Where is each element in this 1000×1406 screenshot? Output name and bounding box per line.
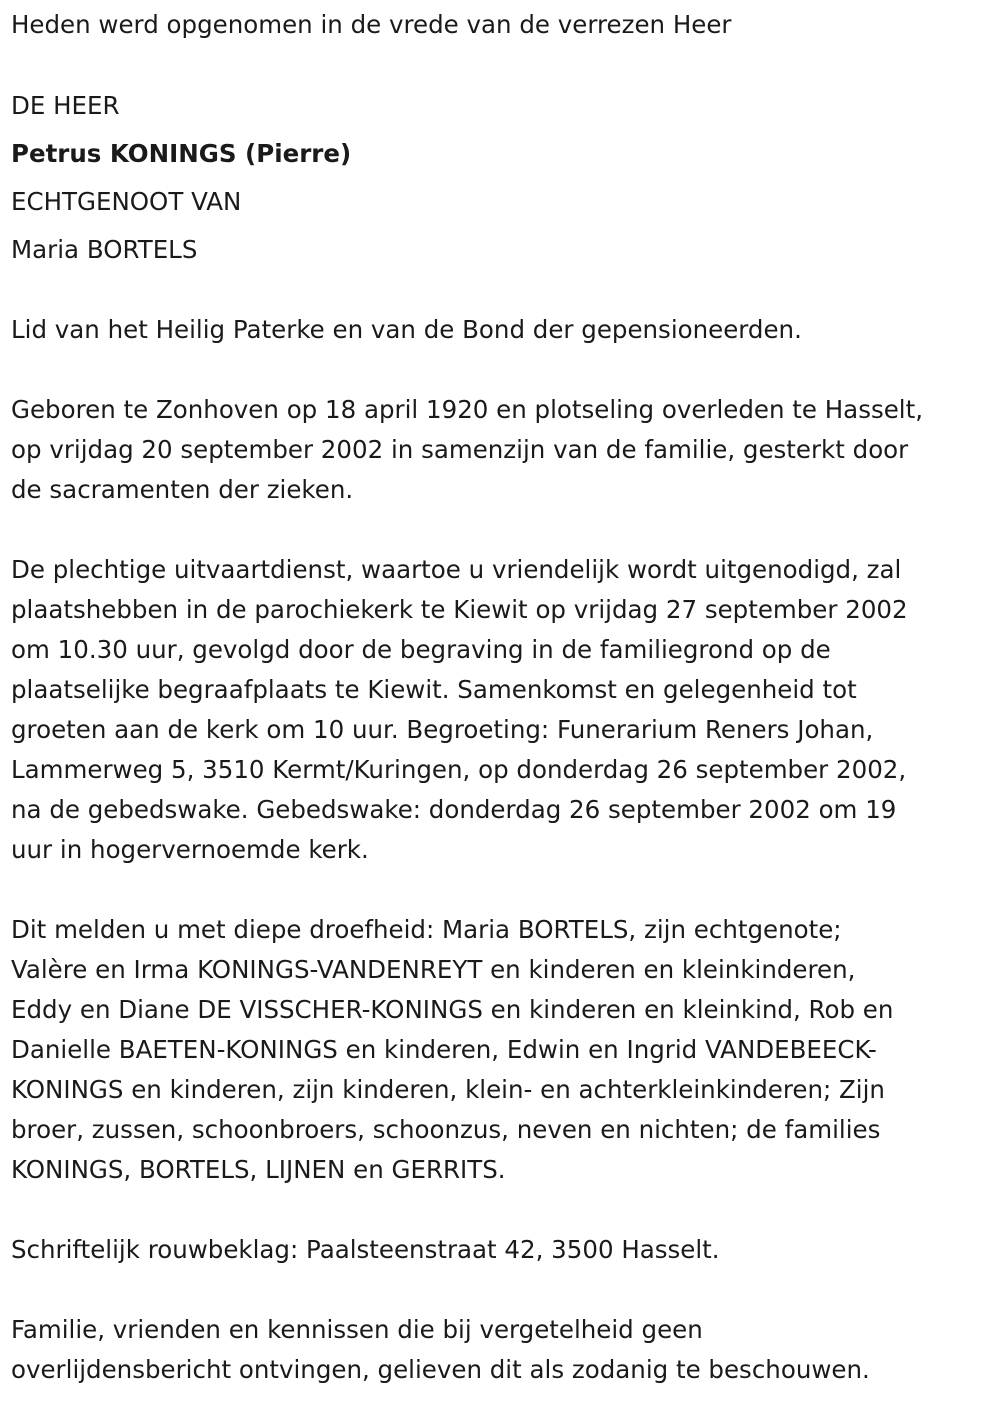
spouse-label: ECHTGENOOT VAN	[11, 187, 242, 216]
paragraph-line: broer, zussen, schoonbroers, schoonzus, neven en nichten; de families	[11, 1115, 881, 1144]
paragraph-line: plaatselijke begraafplaats te Kiewit. Samenkomst en gelegenheid tot	[11, 675, 857, 704]
paragraph-line: op vrijdag 20 september 2002 in samenzijn van de familie, gesterkt door	[11, 435, 909, 464]
membership-line: Lid van het Heilig Paterke en van de Bond der gepensioneerden.	[11, 315, 802, 344]
paragraph-line: uur in hogervernoemde kerk.	[11, 835, 369, 864]
paragraph-line: Valère en Irma KONINGS-VANDENREYT en kinderen en kleinkinderen,	[11, 955, 856, 984]
deceased-name: Petrus KONINGS (Pierre)	[11, 139, 352, 168]
paragraph-line: Eddy en Diane DE VISSCHER-KONINGS en kinderen en kleinkind, Rob en	[11, 995, 894, 1024]
paragraph-line: KONINGS, BORTELS, LIJNEN en GERRITS.	[11, 1155, 506, 1184]
paragraph-line: plaatshebben in de parochiekerk te Kiewit op vrijdag 27 september 2002	[11, 595, 908, 624]
opening-line: Heden werd opgenomen in de vrede van de verrezen Heer	[11, 10, 732, 39]
paragraph-line: Geboren te Zonhoven op 18 april 1920 en plotseling overleden te Hasselt,	[11, 395, 923, 424]
paragraph-line: Dit melden u met diepe droefheid: Maria BORTELS, zijn echtgenote;	[11, 915, 842, 944]
spouse-name: Maria BORTELS	[11, 235, 198, 264]
paragraph-line: Danielle BAETEN-KONINGS en kinderen, Edwin en Ingrid VANDEBEECK-	[11, 1035, 877, 1064]
paragraph-line: Familie, vrienden en kennissen die bij vergetelheid geen	[11, 1315, 703, 1344]
paragraph-line: om 10.30 uur, gevolgd door de begraving in de familiegrond op de	[11, 635, 831, 664]
paragraph-line: groeten aan de kerk om 10 uur. Begroeting: Funerarium Reners Johan,	[11, 715, 874, 744]
paragraph-line: de sacramenten der zieken.	[11, 475, 354, 504]
title-line: DE HEER	[11, 91, 120, 120]
condolence-address: Schriftelijk rouwbeklag: Paalsteenstraat 42, 3500 Hasselt.	[11, 1235, 720, 1264]
paragraph-line: KONINGS en kinderen, zijn kinderen, klein- en achterkleinkinderen; Zijn	[11, 1075, 885, 1104]
paragraph-line: na de gebedswake. Gebedswake: donderdag 26 september 2002 om 19	[11, 795, 897, 824]
paragraph-line: Lammerweg 5, 3510 Kermt/Kuringen, op donderdag 26 september 2002,	[11, 755, 907, 784]
paragraph-line: De plechtige uitvaartdienst, waartoe u vriendelijk wordt uitgenodigd, zal	[11, 555, 902, 584]
paragraph-line: overlijdensbericht ontvingen, gelieven dit als zodanig te beschouwen.	[11, 1355, 870, 1384]
